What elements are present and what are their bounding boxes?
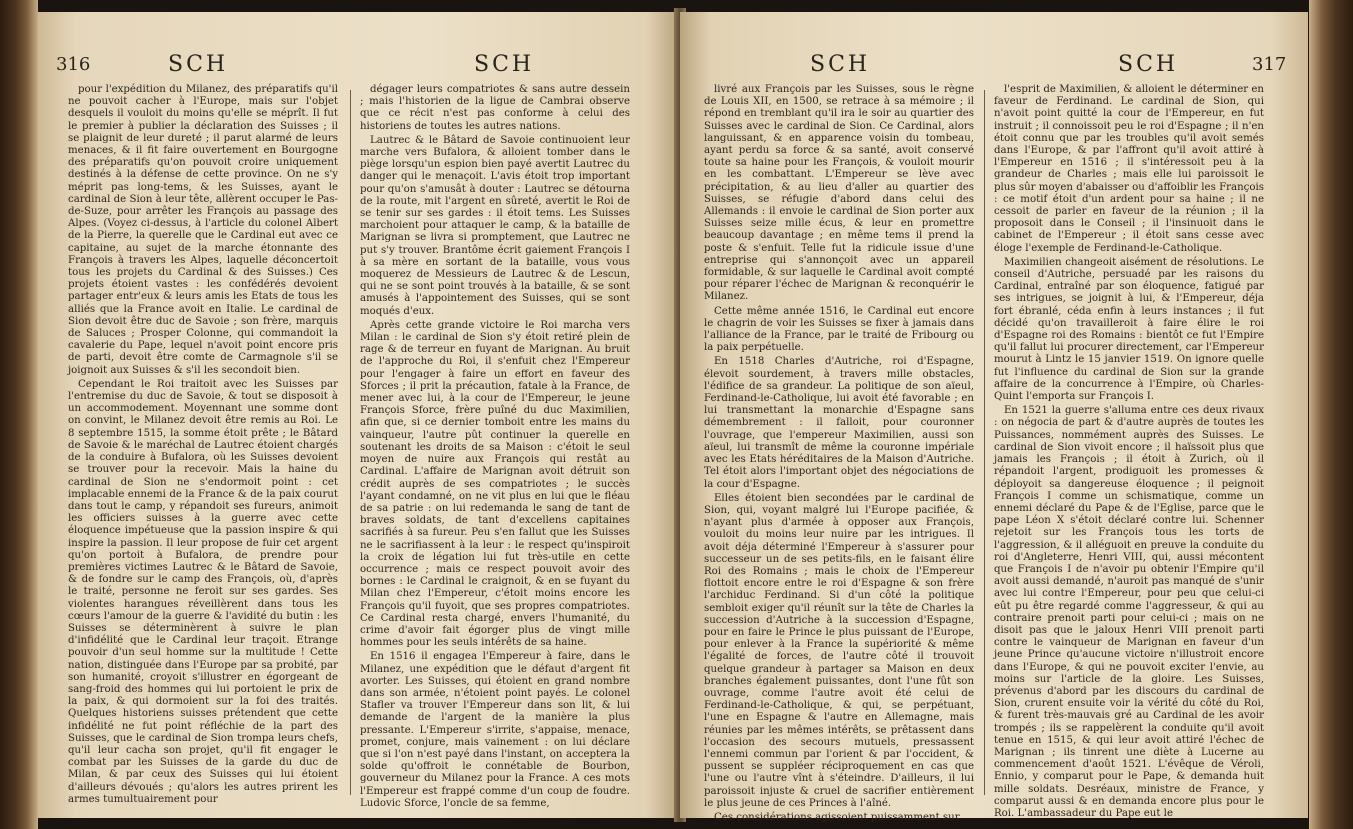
right-column-1: [704, 84, 974, 823]
left-header-col2: SCH: [474, 52, 535, 77]
left-page-number: 316: [56, 54, 91, 75]
paragraph: livré aux François par les Suisses, sous le règne de Louis XII, en 1500, se retrace à sa mémoire ; il répond en tremblant qu'il ira le soir au quartier des Suisses avec le cardinal de Sion. Ce Cardinal, alors languissant, & en apparence voisin du tombeau, ayant perdu sa force & sa santé, avoit conservé toute sa haine pour les François, & vouloit mourir en les combattant. L'Empereur se lève avec précipitation, & au lieu d'aller au quartier des Suisses, se réfugie d'abord dans celui des Allemands : il envoie le cardinal de Sion porter aux Suisses seize mille écus, & leur en promettre beaucoup davantage ; en même tems il prend la poste & s'enfuit. Telle fut la ridicule issue d'une entreprise qui s'annonçoit avec un appareil formidable, & sur laquelle le Cardinal avoit compté pour réparer l'échec de Marignan & reconquérir le Milanez.: [704, 84, 974, 303]
right-book-edge: [1309, 0, 1353, 829]
paragraph: l'esprit de Maximilien, & alloient le déterminer en faveur de Ferdinand. Le cardinal de Sion, qui n'avoit point quitté la cour de l'Empereur, en fut instruit ; il connoissoit peu le roi d'Espagne ; il n'en étoit connu que par les troubles qu'il avoit semés dans l'Europe, & par l'affront qu'il avoit attiré à l'Empereur en 1516 ; il s'intéressoit peu à la grandeur de Charles ; mais elle lui paroissoit le plus sûr moyen d'abaisser ou d'affoiblir les François : ce motif étoit d'un ardent pour sa haine ; il ne cessoit de parler en faveur de la réunion ; il la proposoit dans le Conseil ; il l'insinuoit dans le cabinet de l'Empereur ; il étoit sans cesse avec éloge l'exemple de Ferdinand-le-Catholique.: [994, 84, 1264, 254]
left-column-2: [360, 84, 630, 809]
paragraph: Lautrec & le Bâtard de Savoie continuoient leur marche vers Bufalora, & alloient tomber dans le piège lorsqu'un espion bien payé avertit Lautrec du danger qui le menaçoit. L'avis étoit trop important pour qu'on s'amusât à douter : Lautrec se détourna de la route, mit l'argent en sûreté, avertit le Roi de se tenir sur ses gardes : il étoit tems. Les Suisses marchoient pour attaquer le camp, & la bataille de Marignan se livra si promptement, que Lautrec ne put s'y trouver. Brantôme écrit gaiement François I à sa mère en sortant de la bataille, vous vous moquerez de Messieurs de Lautrec & de Lescun, qui ne se sont point trouvés à la bataille, & se sont amusés à l'appointement des Suisses, qui se sont moqués d'eux.: [360, 134, 630, 317]
paragraph: En 1516 il engagea l'Empereur à faire, dans le Milanez, une expédition que le défaut d'argent fit avorter. Les Suisses, qui étoient en grand nombre dans son armée, n'étoient point payés. Le colonel Stafler va trouver l'Empereur dans son lit, & lui demande de l'argent de la manière la plus pressante. L'Empereur s'irrite, s'appaise, menace, promet, conjure, mais vainement : on lui déclare que si l'on n'est payé dans l'instant, on acceptera la solde qu'offroit le connétable de Bourbon, gouverneur du Milanez pour la France. A ces mots l'Empereur est frappé comme d'un coup de foudre. Ludovic Sforce, l'oncle de sa femme,: [360, 651, 630, 809]
paragraph: En 1521 la guerre s'alluma entre ces deux rivaux : on négocia de part & d'autre auprès de toutes les Puissances, nommément auprès des Suisses. Le cardinal de Sion vivoit encore ; il haïssoit plus que jamais les François ; il étoit à Zurich, où il répandoit l'argent, prodiguoit les promesses & déployoit sa dangereuse éloquence ; il peignoit François I comme un schismatique, comme un ennemi déclaré du Pape & de l'Eglise, parce que le pape Léon X s'étoit déclaré contre lui. Schenner rejetoit sur les François tous les torts de l'aggression, & il alléguoit en preuve la conduite du roi d'Angleterre, Henri VIII, qui, aussi mécontent que François I de n'avoir pu obtenir l'Empire qu'il avoit aussi demandé, n'auroit pas manqué de s'unir avec lui contre l'Empereur, pour peu que celui-ci eût pu être regardé comme l'aggresseur, & qui au contraire prenoit parti pour celui-ci ; mais on ne disoit pas que le jaloux Henri VIII prenoit parti contre le vainqueur de Marignan en faveur d'un jeune Prince qu'aucune victoire n'illustroit encore dans l'Europe, & qui ne pouvoit exciter l'envie, au moins sur l'article de la gloire. Les Suisses, prévenus d'abord par les discours du cardinal de Sion, crurent ensuite voir la vérité du côté du Roi, & furent très-mauvais gré au Cardinal de les avoir trompés ; ils se rappelèrent la conduite qu'il avoit tenue en 1515, & qui leur avoit attiré l'échec de Marignan ; ils tinrent une diète à Lucerne au commencement d'août 1521. L'évêque de Véroli, Ennio, y comparut pour le Pape, & demanda huit mille soldats. Desréaux, ministre de France, y comparut aussi & en demanda encore plus pour le Roi. L'ambassadeur du Pape eut le: [994, 405, 1264, 819]
right-header-col1: SCH: [810, 52, 871, 77]
left-column-1: [68, 84, 338, 805]
paragraph: Après cette grande victoire le Roi marcha vers Milan : le cardinal de Sion s'y étoit retiré plein de rage & de terreur en fuyant de Marignan. Au bruit de l'approche du Roi, il s'enfuit chez l'Empereur pour l'engager à faire un effort en faveur des Sforces ; il prit la précaution, fatale à la France, de mener avec lui, à la cour de l'Empereur, le jeune François Sforce, frère puîné du duc Maximilien, afin que, si ce dernier tomboit entre les mains du vainqueur, l'autre pût continuer la querelle en soutenant les droits de sa Maison : c'étoit le seul moyen de nuire aux François qui restât au Cardinal. L'affaire de Marignan avoit détruit son crédit auprès de ses compatriotes ; le succès l'ayant condamné, on ne vit plus en lui que le fléau de sa patrie : on lui redemanda le sang de tant de braves soldats, de tant d'excellens capitaines sacrifiés à sa fureur. Peu s'en fallut que les Suisses ne le sacrifiassent à la leur : le respect qu'inspiroit la croix de légation lui fut très-utile en cette occurrence ; mais ce respect pouvoit avoir des bornes : le Cardinal le craignoit, & en se fuyant du Milan chez l'Empereur, c'étoit moins encore les François qu'il fuyoit, que ses propres compatriotes. Ce Cardinal resta chargé, envers l'humanité, du crime d'avoir fait égorger plus de vingt mille hommes pour les seuls intérêts de sa haine.: [360, 319, 630, 649]
left-book-edge: [0, 0, 38, 829]
paragraph: Elles étoient bien secondées par le cardinal de Sion, qui, voyant malgré lui l'Europe pacifiée, & n'ayant plus d'armée à opposer aux François, vouloit du moins leur nuire par les intrigues. Il avoit déja déterminé l'Empereur à s'assurer pour successeur un de ses petits-fils, en le faisant élire Roi des Romains ; mais le choix de l'Empereur flottoit encore entre le roi d'Espagne & son frère l'archiduc Ferdinand. Si d'un côté la politique sembloit exiger qu'il réunît sur la tête de Charles la succession d'Autriche à la succession d'Espagne, pour en faire le Prince le plus puissant de l'Europe, pour enlever à la France la supériorité & même l'égalité de forces, de l'autre côté il trouvoit quelque grandeur à partager sa Maison en deux branches également puissantes, dont l'une fût son ouvrage, comme l'autre avoit été celui de Ferdinand-le-Catholique, & qui, se perpétuant, l'une en Espagne & l'autre en Allemagne, mais réunies par les mêmes intérêts, se prêtassent dans l'occasion des secours mutuels, pressassent l'ennemi commun par l'orient & par l'occident, & pussent se suppléer réciproquement en cas que l'une ou l'autre vînt à s'éteindre. D'ailleurs, il lui paroissoit injuste & cruel de sacrifier entièrement le plus jeune de ces Princes à l'aîné.: [704, 492, 974, 809]
paragraph: Maximilien changeoit aisément de résolutions. Le conseil d'Autriche, persuadé par les raisons du Cardinal, entraîné par son éloquence, fatigué par ses intrigues, se joignit à lui, & l'Empereur, déja fort ébranlé, céda enfin à leurs instances ; il fut décidé qu'on travailleroit à faire élire le roi d'Espagne roi des Romains : bientôt ce fut l'Empire qu'il fallut lui procurer directement, car l'Empereur mourut à Lintz le 15 janvier 1519. On ignore quelle fut l'influence du cardinal de Sion sur la grande affaire de la concurrence à l'Empire, où Charles-Quint l'emporta sur François I.: [994, 256, 1264, 403]
paragraph: dégager leurs compatriotes & sans autre dessein ; mais l'historien de la ligue de Cambrai observe que ce récit n'est pas conforme à celui des historiens de toutes les autres nations.: [360, 84, 630, 132]
left-page: [38, 12, 678, 818]
right-column-2: [994, 84, 1264, 819]
paragraph: Cette même année 1516, le Cardinal eut encore le chagrin de voir les Suisses se fixer à jamais dans l'alliance de la France, par le traité de Fribourg ou la paix perpétuelle.: [704, 305, 974, 354]
column-rule: [350, 90, 351, 795]
paragraph: Ces considérations agissoient puissamment sur: [714, 811, 960, 823]
paragraph: Cependant le Roi traitoit avec les Suisses par l'entremise du duc de Savoie, & tout se disposoit à un accommodement. Moyennant une somme dont on convint, le Milanez devoit être remis au Roi. Le 8 septembre 1515, la somme étoit prête ; le Bâtard de Savoie & le maréchal de Lautrec étoient chargés de la conduire à Bufalora, où les Suisses devoient se trouver pour la recevoir. Mais la haine du cardinal de Sion ne s'endormoit point : cet implacable ennemi de la France & de la paix courut dans tout le camp, y répandoit ses fureurs, animoit les officiers suisses à la guerre avec cette éloquence impétueuse que la passion inspire & qui inspire la passion. Il leur propose de fuir cet argent qu'on portoit à Bufalora, de prendre pour premières victimes Lautrec & le Bâtard de Savoie, & de fondre sur le camp des François, où, d'après le traité, personne ne feroit sur ses gardes. Ses violentes harangues réveillèrent dans tous les cœurs l'amour de la guerre & l'avidité du butin : les Suisses se déterminèrent à suivre le plan d'infidélité que le Cardinal leur traçoit. Etrange pouvoir d'un seul homme sur la multitude ! Cette nation, distinguée dans l'Europe par sa probité, par son humanité, croyoit s'illustrer en égorgeant de sang-froid des hommes qui lui portoient le prix de la paix, & qui dormoient sur la foi des traités. Quelques historiens suisses prétendent que cette infidélité ne fut point réfléchie de la part des Suisses, que le cardinal de Sion trompa leurs chefs, qu'il leur cacha son projet, qu'il fit engager le combat par les Suisses de la garde du duc de Milan, & par ceux des Suisses qui lui étoient d'ailleurs dévoués ; qu'alors les autres prirent les armes tumultuairement pour: [68, 378, 338, 805]
paragraph: En 1518 Charles d'Autriche, roi d'Espagne, élevoit sourdement, à travers mille obstacles, l'édifice de sa grandeur. La politique de son aïeul, Ferdinand-le-Catholique, lui avoit été favorable ; en lui transmettant la monarchie d'Espagne sans démembrement : il falloit, pour couronner l'ouvrage, que l'empereur Maximilien, aussi son aïeul, lui transmît de même la couronne impériale avec les Etats héréditaires de la Maison d'Autriche. Tel étoit alors l'important objet des négociations de la cour d'Espagne.: [704, 356, 974, 490]
right-page: [680, 12, 1308, 823]
left-header-col1: SCH: [168, 52, 229, 77]
column-rule: [984, 90, 985, 795]
paragraph: pour l'expédition du Milanez, des préparatifs qu'il ne pouvoit cacher à l'Europe, mais sur l'objet desquels il vouloit du moins qu'elle se méprît. Il fut le premier à publier la déclaration des Suisses ; il se plaignit de leur dureté ; il parut alarmé de leurs menaces, & il fit faire ouvertement en Bourgogne des préparatifs qu'on pouvoit croire uniquement destinés à la défense de cette province. On ne s'y méprit pas long-tems, & les Suisses, ayant le cardinal de Sion à leur tête, allèrent occuper le Pas-de-Suze, pour arrêter les François au passage des Alpes. (Voyez ci-dessus, à l'article du colonel Albert de la Pierre, la querelle que le Cardinal eut avec ce capitaine, au sujet de la marche étonnante des François à travers les Alpes, laquelle déconcertoit tous les projets du Cardinal & des Suisses.) Ces projets étoient vastes : les confédérés devoient partager entr'eux & leurs amis les Etats de tous les alliés que la France avoit en Italie. Le cardinal de Sion devoit être duc de Savoie ; son frère, marquis de Saluces ; Prosper Colonne, qui commandoit la cavalerie du Pape, lequel n'avoit point encore pris de parti, devoit être comte de Carmagnole s'il se joignoit aux Suisses & s'il les secondoit bien.: [68, 84, 338, 376]
right-page-number: 317: [1252, 54, 1287, 75]
right-header-col2: SCH: [1118, 52, 1179, 77]
